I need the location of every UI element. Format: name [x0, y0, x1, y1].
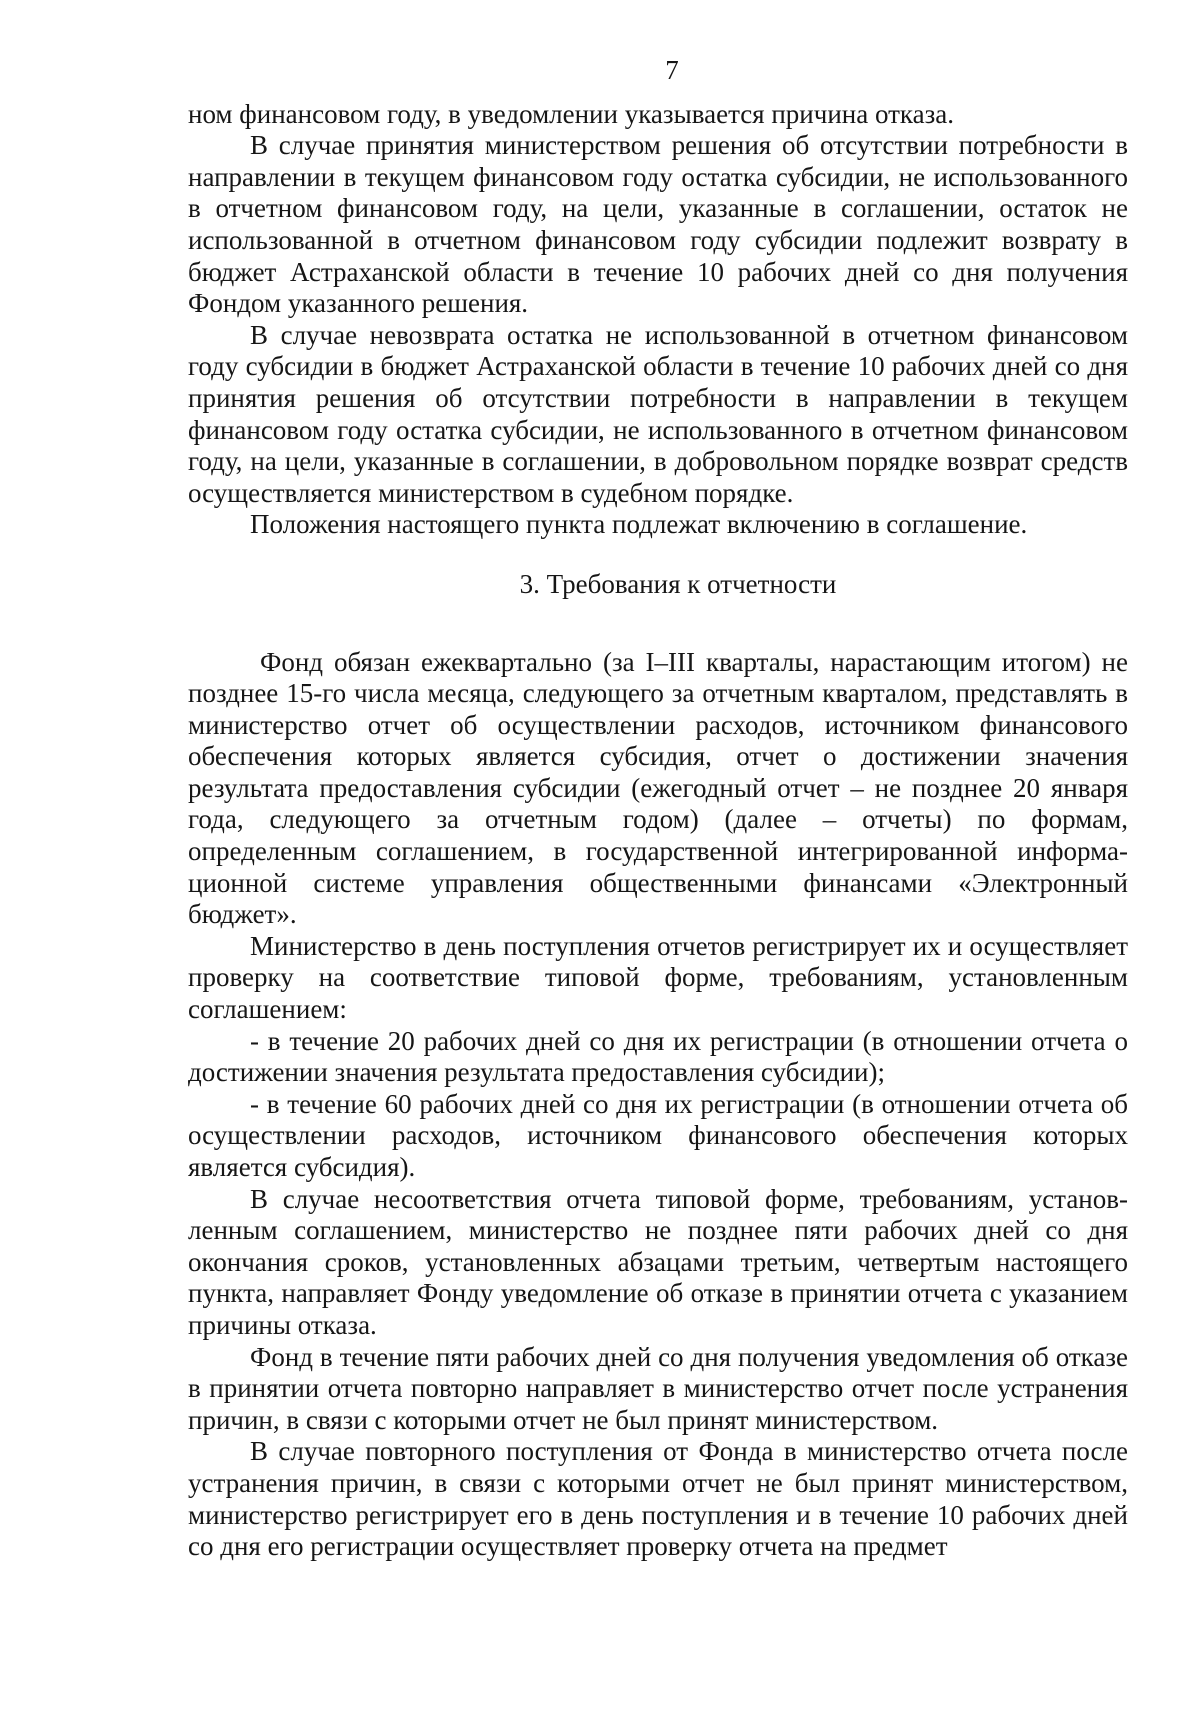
- paragraph-unused-subsidy-return: В случае принятия министерством решения об отсутствии потребности в направлении в текущем финансовом году остатка субсидии, не использованного в отчетном финансовом году, на цели, указанные в соглашении, остаток не использованной в отчетном финансовом году субсидии подлежит возврату в бюджет Астраханской области в течение 10 рабочих дней со дня получения Фондом указанного решения.: [188, 130, 1128, 319]
- paragraph-non-return-court: В случае невозврата остатка не использованной в отчетном финансовом году субсидии в бюджет Астраханской области в течение 10 рабочих дней со дня принятия решения об отсутствии потребности в направлении в текущем финансовом году остатка субсидии, не использованного в отчетном финансовом году, на цели, указанные в соглашении, в добровольном порядке возврат средств осуществляется министерством в судебном порядке.: [188, 319, 1128, 508]
- paragraph-agreement-inclusion: Положения настоящего пункта подлежат включению в соглашение.: [250, 509, 1028, 540]
- paragraph-ministry-registration: Министерство в день поступления отчетов регистрирует их и осуществляет проверку на соответствие типовой форме, требованиям, установленным соглашением:: [188, 930, 1128, 1025]
- list-item-20-days: - в течение 20 рабочих дней со дня их регистрации (в отношении отчета о достижении значения результата предоставления субсидии);: [188, 1025, 1128, 1088]
- section-heading: 3. Требования к отчетности: [519, 568, 837, 599]
- paragraph-repeat-receipt: В случае повторного поступления от Фонда в министерство отчета после устранения причин, в связи с которыми отчет не был принят министерством, министерство регистрирует его в день поступления и в течение 10 рабочих дней со дня его регистрации осуществляет проверку отчета на предмет: [188, 1436, 1128, 1562]
- paragraph-continuation: ном финансовом году, в уведомлении указывается причина отказа.: [188, 98, 954, 129]
- paragraph-quarterly-reports: Фонд обязан ежеквартально (за I–III кварталы, нарастающим итогом) не позднее 15-го числа месяца, следующего за отчетным кварталом, представлять в министерство отчет об осуществлении расходов, источником финансового обеспечения которых является субсидия, отчет о достижении значения результата предоставления субсидии (ежегодный отчет – не позднее 20 января года, следующего за отчетным годом) (далее – отчеты) по формам, определенным соглашением, в государственной интегрированной информационной системе управления общественными финансами «Электронный бюджет».: [188, 646, 1128, 930]
- paragraph-resubmission: Фонд в течение пяти рабочих дней со дня получения уведомления об отказе в принятии отчета повторно направляет в министерство отчет после устранения причин, в связи с которыми отчет не был принят министерством.: [188, 1341, 1128, 1435]
- document-page: [188, 55, 1128, 1563]
- list-item-60-days: - в течение 60 рабочих дней со дня их регистрации (в отношении отчета об осуществлении расходов, источником финансового обеспечения которых является субсидия).: [188, 1088, 1128, 1182]
- page-number: 7: [665, 55, 679, 85]
- paragraph-noncompliance-notice: В случае несоответствия отчета типовой форме, требованиям, установленным соглашением, министерство не позднее пяти рабочих дней со дня окончания сроков, установленных абзацами третьим, четвертым настоящего пункта, направляет Фонду уведомление об отказе в принятии отчета с указанием причины отказа.: [188, 1183, 1128, 1340]
